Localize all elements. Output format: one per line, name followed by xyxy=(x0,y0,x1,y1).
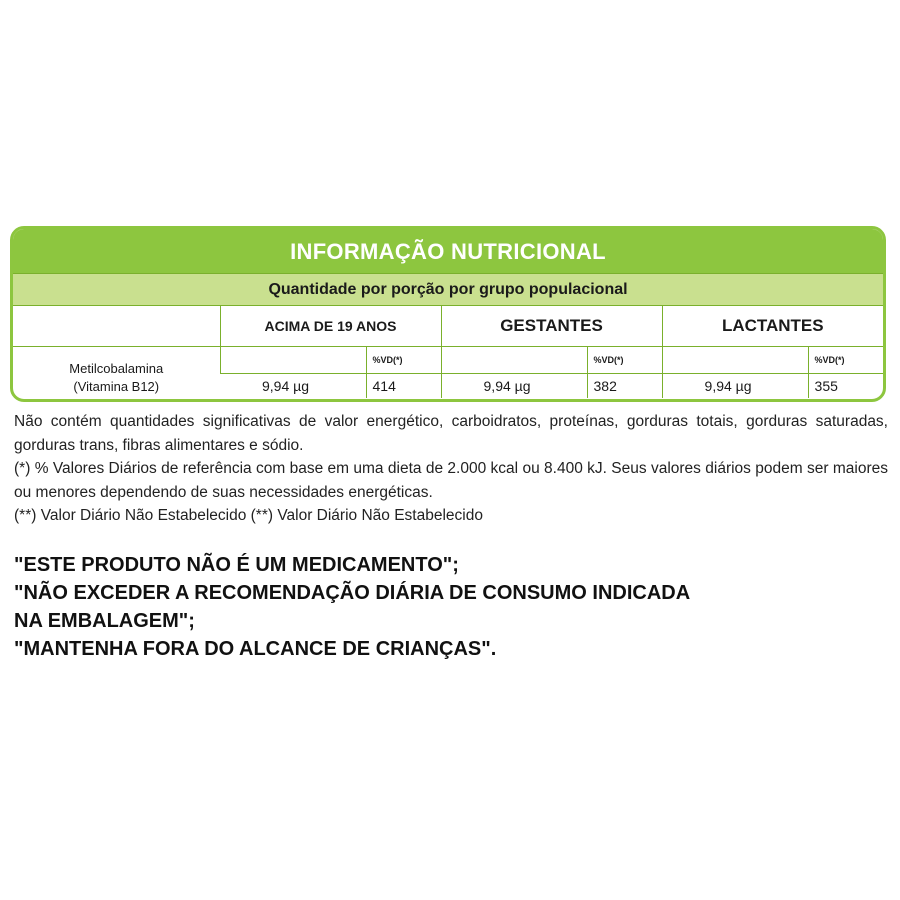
vd-lactating: 355 xyxy=(808,374,883,399)
nutrient-name-line1: Metilcobalamina xyxy=(69,361,164,376)
amount-pregnant: 9,94 µg xyxy=(441,374,587,399)
group-header-row xyxy=(13,306,883,347)
group-header-lactating: LACTANTES xyxy=(662,306,883,347)
vd-header: %VD(*) xyxy=(587,347,662,374)
amount-header-blank xyxy=(662,347,808,374)
nutrition-table xyxy=(13,306,883,398)
nutrient-name xyxy=(13,347,220,399)
warning-do-not-exceed: "NÃO EXCEDER A RECOMENDAÇÃO DIÁRIA DE CONSUMO INDICADA xyxy=(14,582,691,604)
amount-header-blank xyxy=(441,347,587,374)
vd-header: %VD(*) xyxy=(808,347,883,374)
nutrient-name-line2: (Vitamina B12) xyxy=(73,379,160,394)
vd-header: %VD(*) xyxy=(366,347,441,374)
panel-subtitle: Quantidade por porção por grupo populacional xyxy=(13,273,883,306)
vd-header-row xyxy=(13,347,883,374)
header-blank-cell xyxy=(13,306,220,347)
amount-adults: 9,94 µg xyxy=(262,378,309,394)
warning-not-medicine: "ESTE PRODUTO NÃO É UM MEDICAMENTO"; xyxy=(14,554,459,576)
footnote-daily-values: (*) % Valores Diários de referência com base em uma dieta de 2.000 kcal ou 8.400 kJ. Seus valores diários podem ser maiores ou menores dependendo de suas necessidades energéticas. xyxy=(14,460,888,501)
group-header-pregnant: GESTANTES xyxy=(441,306,662,347)
amount-lactating: 9,94 µg xyxy=(662,374,808,399)
warning-keep-away-children: "MANTENHA FORA DO ALCANCE DE CRIANÇAS". xyxy=(14,638,497,660)
footnote-not-established: (**) Valor Diário Não Estabelecido (**) Valor Diário Não Estabelecido xyxy=(14,507,483,524)
warning-statements xyxy=(14,551,888,663)
vd-adults: 414 xyxy=(366,374,441,399)
amount-header-blank xyxy=(220,347,366,374)
group-header-adults: ACIMA DE 19 ANOS xyxy=(220,306,441,347)
footnote-not-significant: Não contém quantidades significativas de valor energético, carboidratos, proteínas, gorduras totais, gorduras saturadas, gorduras trans, fibras alimentares e sódio. xyxy=(14,413,888,454)
warning-do-not-exceed-cont: NA EMBALAGEM"; xyxy=(14,610,195,632)
footnotes xyxy=(14,410,888,528)
nutrition-facts-panel xyxy=(10,226,886,402)
vd-pregnant: 382 xyxy=(587,374,662,399)
panel-title: INFORMAÇÃO NUTRICIONAL xyxy=(13,229,883,273)
